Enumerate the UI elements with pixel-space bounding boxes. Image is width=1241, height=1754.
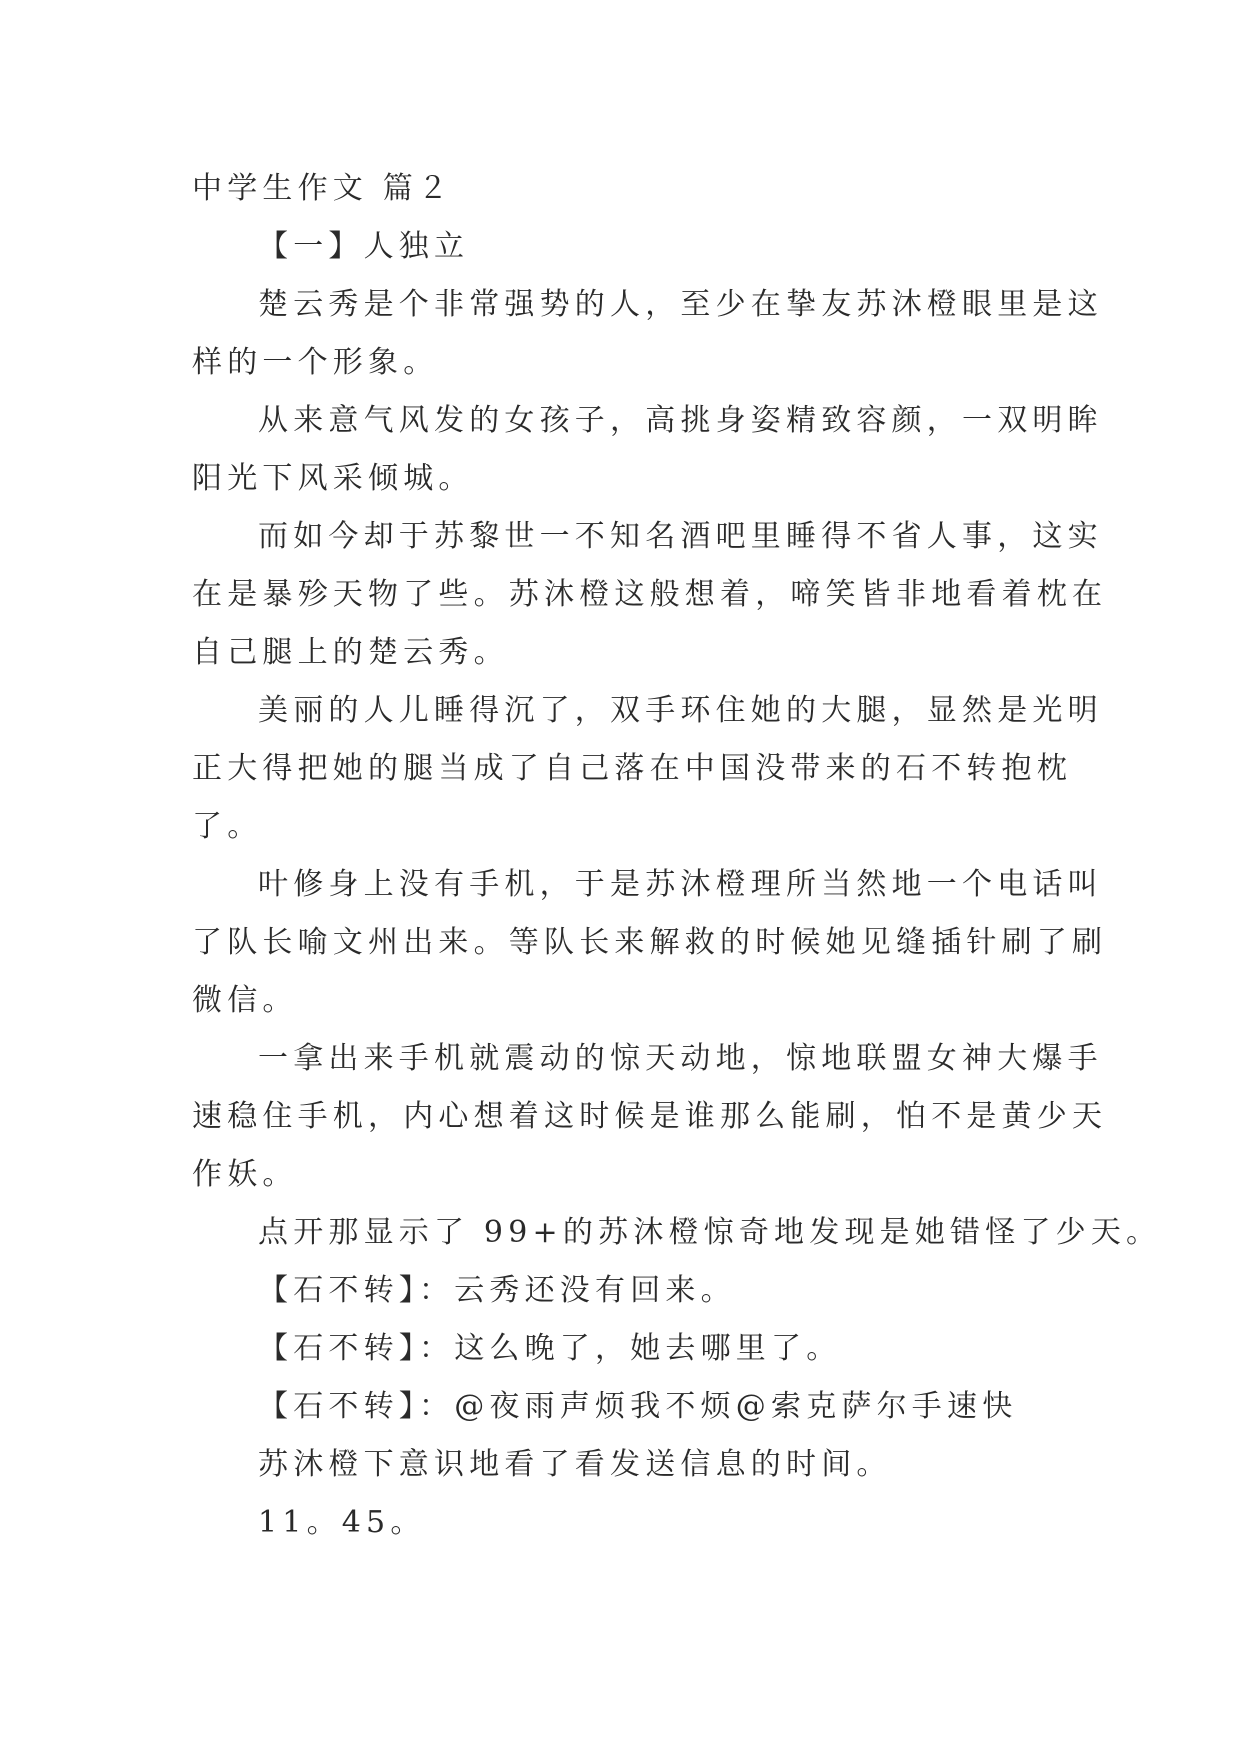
paragraph-first-line: 【石不转】：这么晚了，她去哪里了。 [258, 1331, 842, 1366]
paragraph-line: 自己腿上的楚云秀。 [192, 635, 509, 670]
paragraph-line: 样的一个形象。 [192, 345, 439, 380]
paragraph-line: 了。 [192, 809, 263, 844]
paragraph-first-line: 点开那显示了 99+的苏沐橙惊奇地发现是她错怪了少天。 [258, 1215, 1162, 1250]
document-title: 中学生作文 篇２ [192, 171, 454, 206]
paragraph-first-line: 一拿出来手机就震动的惊天动地，惊地联盟女神大爆手 [258, 1041, 1103, 1076]
paragraph-first-line: 美丽的人儿睡得沉了，双手环住她的大腿，显然是光明 [258, 693, 1103, 728]
paragraph-line: 在是暴殄天物了些。苏沐橙这般想着，啼笑皆非地看着枕在 [192, 577, 1108, 612]
paragraph-first-line: 【一】人独立 [258, 229, 470, 264]
paragraph-line: 微信。 [192, 983, 298, 1018]
paragraph-line: 阳光下风采倾城。 [192, 461, 474, 496]
paragraph-line: 作妖。 [192, 1157, 298, 1192]
document-body [192, 160, 1162, 1552]
paragraph-first-line: 楚云秀是个非常强势的人，至少在挚友苏沐橙眼里是这 [258, 287, 1103, 322]
paragraph-first-line: 11。45。 [258, 1505, 426, 1540]
paragraph-first-line: 【石不转】：云秀还没有回来。 [258, 1273, 736, 1308]
paragraph-line: 正大得把她的腿当成了自己落在中国没带来的石不转抱枕 [192, 751, 1072, 786]
paragraph-first-line: 苏沐橙下意识地看了看发送信息的时间。 [258, 1447, 892, 1482]
paragraph-first-line: 从来意气风发的女孩子，高挑身姿精致容颜，一双明眸 [258, 403, 1103, 438]
paragraph-first-line: 而如今却于苏黎世一不知名酒吧里睡得不省人事，这实 [258, 519, 1103, 554]
paragraph-first-line: 【石不转】：@夜雨声烦我不烦@索克萨尔手速快 [258, 1389, 1018, 1424]
paragraph-line: 了队长喻文州出来。等队长来解救的时候她见缝插针刷了刷 [192, 925, 1108, 960]
paragraph-first-line: 叶修身上没有手机，于是苏沐橙理所当然地一个电话叫 [258, 867, 1103, 902]
paragraph-line: 速稳住手机，内心想着这时候是谁那么能刷，怕不是黄少天 [192, 1099, 1108, 1134]
